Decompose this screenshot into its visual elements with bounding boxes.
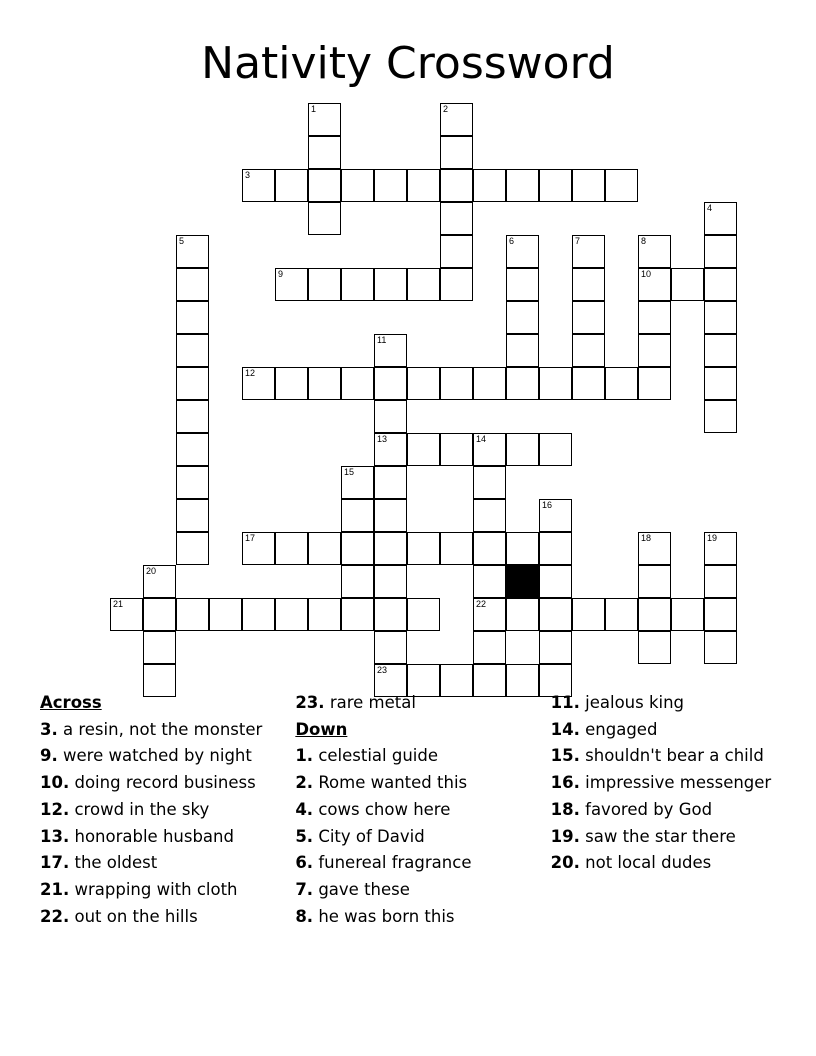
cell-number: 2 xyxy=(443,104,449,114)
clue-number: 15. xyxy=(550,746,580,766)
clue-text: crowd in the sky xyxy=(74,799,210,819)
grid-cell[interactable] xyxy=(704,532,737,565)
clue-number: 16. xyxy=(550,773,580,793)
grid-cell[interactable] xyxy=(209,598,242,631)
grid-cell[interactable] xyxy=(473,169,506,202)
grid-cell[interactable] xyxy=(341,466,374,499)
clue-down-15 xyxy=(551,743,780,770)
clue-across-10 xyxy=(40,770,269,797)
clues-down-heading: Down xyxy=(295,719,348,739)
grid-cell[interactable] xyxy=(242,169,275,202)
clue-text: favored by God xyxy=(585,799,713,819)
grid-cell[interactable] xyxy=(242,598,275,631)
cell-number: 10 xyxy=(641,269,652,279)
grid-cell[interactable] xyxy=(176,532,209,565)
grid-cell[interactable] xyxy=(440,235,473,268)
grid-cell[interactable] xyxy=(374,433,407,466)
clue-text: not local dudes xyxy=(585,853,712,873)
grid-cell[interactable] xyxy=(275,268,308,301)
grid-cell[interactable] xyxy=(341,598,374,631)
clue-number: 6. xyxy=(295,853,314,873)
grid-cell[interactable] xyxy=(572,268,605,301)
grid-cell[interactable] xyxy=(374,499,407,532)
clue-down-7 xyxy=(295,877,524,904)
clue-down-1 xyxy=(295,743,524,770)
clue-number: 7. xyxy=(295,880,314,900)
grid-cell[interactable] xyxy=(506,268,539,301)
grid-cell[interactable] xyxy=(176,235,209,268)
grid-cell[interactable] xyxy=(176,400,209,433)
grid-cell[interactable] xyxy=(242,532,275,565)
grid-cell[interactable] xyxy=(506,169,539,202)
cell-number: 21 xyxy=(113,599,124,609)
grid-cell[interactable] xyxy=(638,235,671,268)
grid-cell[interactable] xyxy=(605,169,638,202)
grid-cell[interactable] xyxy=(308,169,341,202)
clue-number: 22. xyxy=(40,906,70,926)
clue-number: 12. xyxy=(40,799,70,819)
clue-across-12 xyxy=(40,797,269,824)
grid-cell[interactable] xyxy=(638,631,671,664)
cell-number: 1 xyxy=(311,104,317,114)
clue-across-3 xyxy=(40,717,269,744)
grid-cell[interactable] xyxy=(572,169,605,202)
clue-down-14 xyxy=(551,717,780,744)
grid-cell[interactable] xyxy=(440,202,473,235)
grid-cell[interactable] xyxy=(440,268,473,301)
grid-cell[interactable] xyxy=(539,565,572,598)
clue-text: were watched by night xyxy=(63,746,252,766)
grid-cell[interactable] xyxy=(407,268,440,301)
clue-text: engaged xyxy=(585,719,658,739)
grid-cell[interactable] xyxy=(605,598,638,631)
grid-cell[interactable] xyxy=(506,598,539,631)
clue-text: Rome wanted this xyxy=(318,773,468,793)
grid-cell[interactable] xyxy=(506,334,539,367)
clue-down-2 xyxy=(295,770,524,797)
clue-down-16 xyxy=(551,770,780,797)
grid-cell[interactable] xyxy=(341,169,374,202)
grid-cell[interactable] xyxy=(407,598,440,631)
grid-cell[interactable] xyxy=(110,598,143,631)
grid-cell[interactable] xyxy=(506,532,539,565)
grid-cell[interactable] xyxy=(539,433,572,466)
clue-text: shouldn't bear a child xyxy=(585,746,764,766)
grid-cell[interactable] xyxy=(473,466,506,499)
grid-cell[interactable] xyxy=(275,169,308,202)
grid-cell[interactable] xyxy=(407,169,440,202)
cell-number: 6 xyxy=(509,236,515,246)
clue-across-22 xyxy=(40,904,269,931)
cell-number: 20 xyxy=(146,566,157,576)
clue-number: 4. xyxy=(295,799,314,819)
grid-cell[interactable] xyxy=(638,367,671,400)
clue-text: doing record business xyxy=(74,773,256,793)
cell-number: 13 xyxy=(377,434,388,444)
cell-number: 14 xyxy=(476,434,487,444)
clue-text: honorable husband xyxy=(74,826,234,846)
grid-cell[interactable] xyxy=(374,466,407,499)
grid-cell[interactable] xyxy=(341,565,374,598)
grid-cell[interactable] xyxy=(176,433,209,466)
grid-cell[interactable] xyxy=(275,367,308,400)
grid-cell[interactable] xyxy=(440,169,473,202)
grid-cell[interactable] xyxy=(308,136,341,169)
grid-cell[interactable] xyxy=(308,202,341,235)
grid-cell[interactable] xyxy=(473,631,506,664)
grid-cell[interactable] xyxy=(506,235,539,268)
cell-number: 19 xyxy=(707,533,718,543)
grid-cell[interactable] xyxy=(539,631,572,664)
cell-number: 11 xyxy=(377,335,387,345)
cell-number: 5 xyxy=(179,236,185,246)
clue-number: 23. xyxy=(295,693,325,712)
grid-cell[interactable] xyxy=(143,565,176,598)
clue-text: funereal fragrance xyxy=(318,853,472,873)
grid-cell[interactable] xyxy=(341,532,374,565)
grid-cell[interactable] xyxy=(374,169,407,202)
clue-text: jealous king xyxy=(585,693,685,712)
clue-number: 18. xyxy=(550,799,580,819)
clue-number: 19. xyxy=(550,826,580,846)
clue-number: 5. xyxy=(295,826,314,846)
grid-cell[interactable] xyxy=(176,499,209,532)
grid-cell[interactable] xyxy=(638,565,671,598)
grid-cell[interactable] xyxy=(341,367,374,400)
clue-text: impressive messenger xyxy=(585,773,772,793)
clue-across-9 xyxy=(40,743,269,770)
clue-number: 11. xyxy=(550,693,580,712)
cell-number: 9 xyxy=(278,269,284,279)
crossword-grid-container xyxy=(0,103,816,673)
grid-cell[interactable] xyxy=(539,532,572,565)
clue-number: 1. xyxy=(295,746,314,766)
grid-cell[interactable] xyxy=(242,367,275,400)
cell-number: 16 xyxy=(542,500,553,510)
clue-text: rare metal xyxy=(329,693,416,712)
clues-across-heading: Across xyxy=(40,693,102,712)
cell-number: 15 xyxy=(344,467,355,477)
grid-cell[interactable] xyxy=(638,301,671,334)
grid-cell[interactable] xyxy=(374,367,407,400)
cell-number: 17 xyxy=(245,533,256,543)
grid-cell[interactable] xyxy=(704,334,737,367)
clue-down-18 xyxy=(551,797,780,824)
grid-cell[interactable] xyxy=(440,103,473,136)
grid-cell[interactable] xyxy=(374,400,407,433)
cell-number: 7 xyxy=(575,236,581,246)
clue-across-21 xyxy=(40,877,269,904)
clue-down-6 xyxy=(295,850,524,877)
grid-cell[interactable] xyxy=(440,532,473,565)
grid-cell[interactable] xyxy=(341,499,374,532)
grid-cell[interactable] xyxy=(506,433,539,466)
grid-cell[interactable] xyxy=(704,565,737,598)
clue-across-13 xyxy=(40,824,269,851)
grid-cell[interactable] xyxy=(539,169,572,202)
clue-text: out on the hills xyxy=(74,906,198,926)
grid-cell[interactable] xyxy=(473,433,506,466)
grid-cell[interactable] xyxy=(308,367,341,400)
grid-cell[interactable] xyxy=(473,367,506,400)
grid-block xyxy=(506,565,539,598)
grid-cell[interactable] xyxy=(572,235,605,268)
cell-number: 18 xyxy=(641,533,652,543)
grid-cell[interactable] xyxy=(308,268,341,301)
clue-text: a resin, not the monster xyxy=(63,719,263,739)
grid-cell[interactable] xyxy=(374,598,407,631)
grid-cell[interactable] xyxy=(308,103,341,136)
grid-cell[interactable] xyxy=(539,598,572,631)
cell-number: 4 xyxy=(707,203,713,213)
grid-cell[interactable] xyxy=(407,367,440,400)
grid-cell[interactable] xyxy=(407,532,440,565)
cell-number: 12 xyxy=(245,368,256,378)
grid-cell[interactable] xyxy=(176,367,209,400)
clue-across-23 xyxy=(295,690,524,717)
grid-cell[interactable] xyxy=(671,598,704,631)
grid-cell[interactable] xyxy=(704,367,737,400)
grid-cell[interactable] xyxy=(176,334,209,367)
grid-cell[interactable] xyxy=(176,301,209,334)
clue-down-8 xyxy=(295,904,524,931)
clue-across-17 xyxy=(40,850,269,877)
grid-cell[interactable] xyxy=(374,532,407,565)
grid-cell[interactable] xyxy=(407,433,440,466)
grid-cell[interactable] xyxy=(704,400,737,433)
clue-text: cows chow here xyxy=(318,799,451,819)
cell-number: 22 xyxy=(476,599,487,609)
crossword-grid[interactable] xyxy=(110,103,718,675)
grid-cell[interactable] xyxy=(638,598,671,631)
grid-cell[interactable] xyxy=(704,235,737,268)
grid-cell[interactable] xyxy=(638,268,671,301)
grid-cell[interactable] xyxy=(671,268,704,301)
grid-cell[interactable] xyxy=(572,334,605,367)
grid-cell[interactable] xyxy=(473,565,506,598)
grid-cell[interactable] xyxy=(341,268,374,301)
clue-number: 21. xyxy=(40,880,70,900)
clue-down-11 xyxy=(551,690,780,717)
cell-number: 23 xyxy=(377,665,388,675)
clue-number: 9. xyxy=(40,746,58,766)
grid-cell[interactable] xyxy=(704,598,737,631)
grid-cell[interactable] xyxy=(308,532,341,565)
grid-cell[interactable] xyxy=(143,598,176,631)
grid-cell[interactable] xyxy=(638,532,671,565)
grid-cell[interactable] xyxy=(176,268,209,301)
grid-cell[interactable] xyxy=(506,301,539,334)
grid-cell[interactable] xyxy=(308,598,341,631)
grid-cell[interactable] xyxy=(704,268,737,301)
clue-number: 2. xyxy=(295,773,314,793)
grid-cell[interactable] xyxy=(572,598,605,631)
clue-number: 13. xyxy=(40,826,70,846)
grid-cell[interactable] xyxy=(506,367,539,400)
grid-cell[interactable] xyxy=(572,367,605,400)
grid-cell[interactable] xyxy=(440,367,473,400)
grid-cell[interactable] xyxy=(440,433,473,466)
grid-cell[interactable] xyxy=(704,202,737,235)
clue-number: 20. xyxy=(550,853,580,873)
clue-text: City of David xyxy=(318,826,425,846)
clue-number: 3. xyxy=(40,719,58,739)
clue-down-19 xyxy=(551,824,780,851)
cell-number: 8 xyxy=(641,236,647,246)
clue-down-5 xyxy=(295,824,524,851)
grid-cell[interactable] xyxy=(374,268,407,301)
grid-cell[interactable] xyxy=(572,301,605,334)
grid-cell[interactable] xyxy=(704,301,737,334)
grid-cell[interactable] xyxy=(539,499,572,532)
grid-cell[interactable] xyxy=(143,631,176,664)
clue-text: celestial guide xyxy=(318,746,439,766)
clue-text: gave these xyxy=(318,880,410,900)
grid-cell[interactable] xyxy=(176,466,209,499)
clue-number: 10. xyxy=(40,773,70,793)
grid-cell[interactable] xyxy=(473,598,506,631)
clue-text: wrapping with cloth xyxy=(74,880,238,900)
grid-cell[interactable] xyxy=(605,367,638,400)
clue-number: 14. xyxy=(550,719,580,739)
grid-cell[interactable] xyxy=(374,631,407,664)
grid-cell[interactable] xyxy=(473,532,506,565)
clue-down-20 xyxy=(551,850,780,877)
grid-cell[interactable] xyxy=(374,334,407,367)
grid-cell[interactable] xyxy=(473,499,506,532)
clue-text: the oldest xyxy=(74,853,158,873)
clue-number: 8. xyxy=(295,906,314,926)
clue-text: saw the star there xyxy=(585,826,736,846)
grid-cell[interactable] xyxy=(176,598,209,631)
clue-down-4 xyxy=(295,797,524,824)
grid-cell[interactable] xyxy=(275,598,308,631)
cell-number: 3 xyxy=(245,170,251,180)
clue-number: 17. xyxy=(40,853,70,873)
clue-list xyxy=(40,690,780,930)
grid-cell[interactable] xyxy=(638,334,671,367)
page-title: Nativity Crossword xyxy=(201,38,615,89)
clue-text: he was born this xyxy=(318,906,455,926)
grid-cell[interactable] xyxy=(440,136,473,169)
grid-cell[interactable] xyxy=(539,367,572,400)
grid-cell[interactable] xyxy=(275,532,308,565)
grid-cell[interactable] xyxy=(704,631,737,664)
grid-cell[interactable] xyxy=(374,565,407,598)
